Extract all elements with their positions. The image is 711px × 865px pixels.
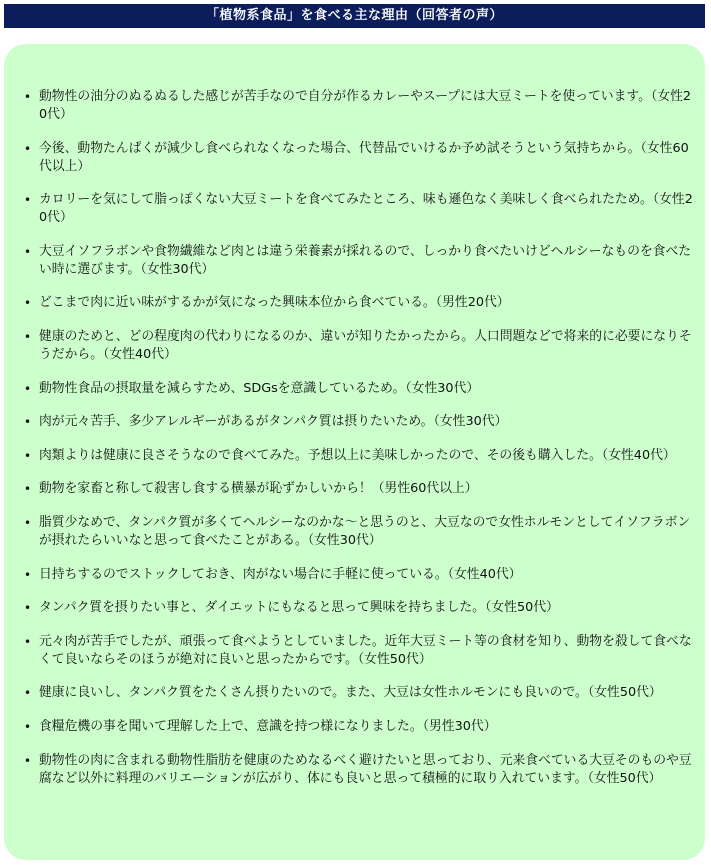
reasons-list — [24, 88, 695, 788]
list-item — [24, 140, 695, 176]
bullet-icon: • — [24, 567, 32, 582]
reason-text: 健康に良いし、タンパク質をたくさん摂りたいので。また、大豆は女性ホルモンにも良いので。（女性50代） — [39, 685, 662, 701]
reason-text: タンパク質を摂りたい事と、ダイエットにもなると思って興味を持ちました。（女性50代） — [39, 600, 559, 616]
bullet-icon: • — [24, 329, 32, 344]
list-item — [24, 328, 695, 364]
bullet-icon: • — [24, 719, 32, 734]
reason-text: 食糧危機の事を聞いて理解した上で、意識を持つ様になりました。（男性30代） — [39, 718, 497, 734]
list-item — [24, 88, 695, 124]
reason-text: 肉が元々苦手、多少アレルギーがあるがタンパク質は摂りたいため。（女性30代） — [39, 414, 508, 430]
reason-text: どこまで肉に近い味がするかが気になった興味本位から食べている。（男性20代） — [39, 295, 510, 311]
reasons-panel — [4, 44, 705, 860]
list-item — [24, 243, 695, 279]
bullet-icon: • — [24, 90, 32, 104]
bullet-icon: • — [24, 415, 32, 430]
bullet-icon: • — [24, 482, 32, 497]
list-item — [24, 380, 695, 398]
list-item — [24, 447, 695, 465]
reason-text: 肉類よりは健康に良さそうなので食べてみた。予想以上に美味しかったので、その後も購入した。（女性40代） — [39, 447, 676, 463]
list-item — [24, 684, 695, 702]
list-item — [24, 566, 695, 584]
list-item — [24, 191, 695, 227]
reason-text: 日持ちするのでストックしておき、肉がない場合に手軽に使っている。（女性40代） — [39, 566, 522, 582]
bullet-icon: • — [24, 244, 32, 259]
bullet-icon: • — [24, 601, 32, 616]
page-title: 「植物系食品」を食べる主な理由（回答者の声） — [4, 4, 705, 28]
reason-text: 元々肉が苦手でしたが、頑張って食べようとしていました。近年大豆ミート等の食材を知り、動物を殺して食べなくて良いならそのほうが絶対に良いと思ったからです。（女性50代） — [39, 633, 692, 667]
bullet-icon: • — [24, 141, 32, 156]
list-item — [24, 514, 695, 550]
reason-text: 動物性の油分のぬるぬるした感じが苦手なので自分が作るカレーやスープには大豆ミートを使っています。（女性20代） — [39, 89, 692, 122]
list-item — [24, 413, 695, 431]
list-item — [24, 718, 695, 736]
reason-text: 健康のためと、どの程度肉の代わりになるのか、違いが知りたかったから。人口問題などで将来的に必要になりそうだから。（女性40代） — [39, 328, 692, 362]
bullet-icon: • — [24, 448, 32, 463]
reason-text: 動物を家畜と称して殺害し食する横暴が恥ずかしいから！（男性60代以上） — [39, 481, 478, 497]
reason-text: 脂質少なめで、タンパク質が多くてヘルシーなのかな～と思うのと、大豆なので女性ホルモンとしてイソフラボンが摂れたらいいなと思って食べたことがある。（女性30代） — [39, 514, 691, 548]
bullet-icon: • — [24, 296, 32, 311]
reason-text: 動物性の肉に含まれる動物性脂肪を健康のためなるべく避けたいと思っており、元来食べている大豆そのものや豆腐など以外に料理のバリエーションが広がり、体にも良いと思って積極的に取り入れています。（女性50代） — [39, 752, 692, 786]
list-item — [24, 480, 695, 498]
reason-text: 動物性食品の摂取量を減らすため、SDGsを意識しているため。（女性30代） — [39, 380, 480, 396]
list-item — [24, 633, 695, 669]
bullet-icon: • — [24, 634, 32, 649]
list-item — [24, 599, 695, 617]
reason-text: カロリーを気にして脂っぽくない大豆ミートを食べてみたところ、味も遜色なく美味しく食べられたため。（女性20代） — [39, 192, 693, 226]
bullet-icon: • — [24, 193, 32, 208]
bullet-icon: • — [24, 686, 32, 701]
bullet-icon: • — [24, 381, 32, 396]
reason-text: 大豆イソフラボンや食物繊維など肉とは違う栄養素が採れるので、しっかり食べたいけどヘルシーなものを食べたい時に選びます。（女性30代） — [39, 243, 692, 277]
reason-text: 今後、動物たんぱくが減少し食べられなくなった場合、代替品でいけるか予め試そうという気持ちから。（女性60代以上） — [39, 140, 689, 174]
bullet-icon: • — [24, 753, 32, 768]
list-item — [24, 752, 695, 788]
bullet-icon: • — [24, 515, 32, 530]
list-item — [24, 294, 695, 312]
